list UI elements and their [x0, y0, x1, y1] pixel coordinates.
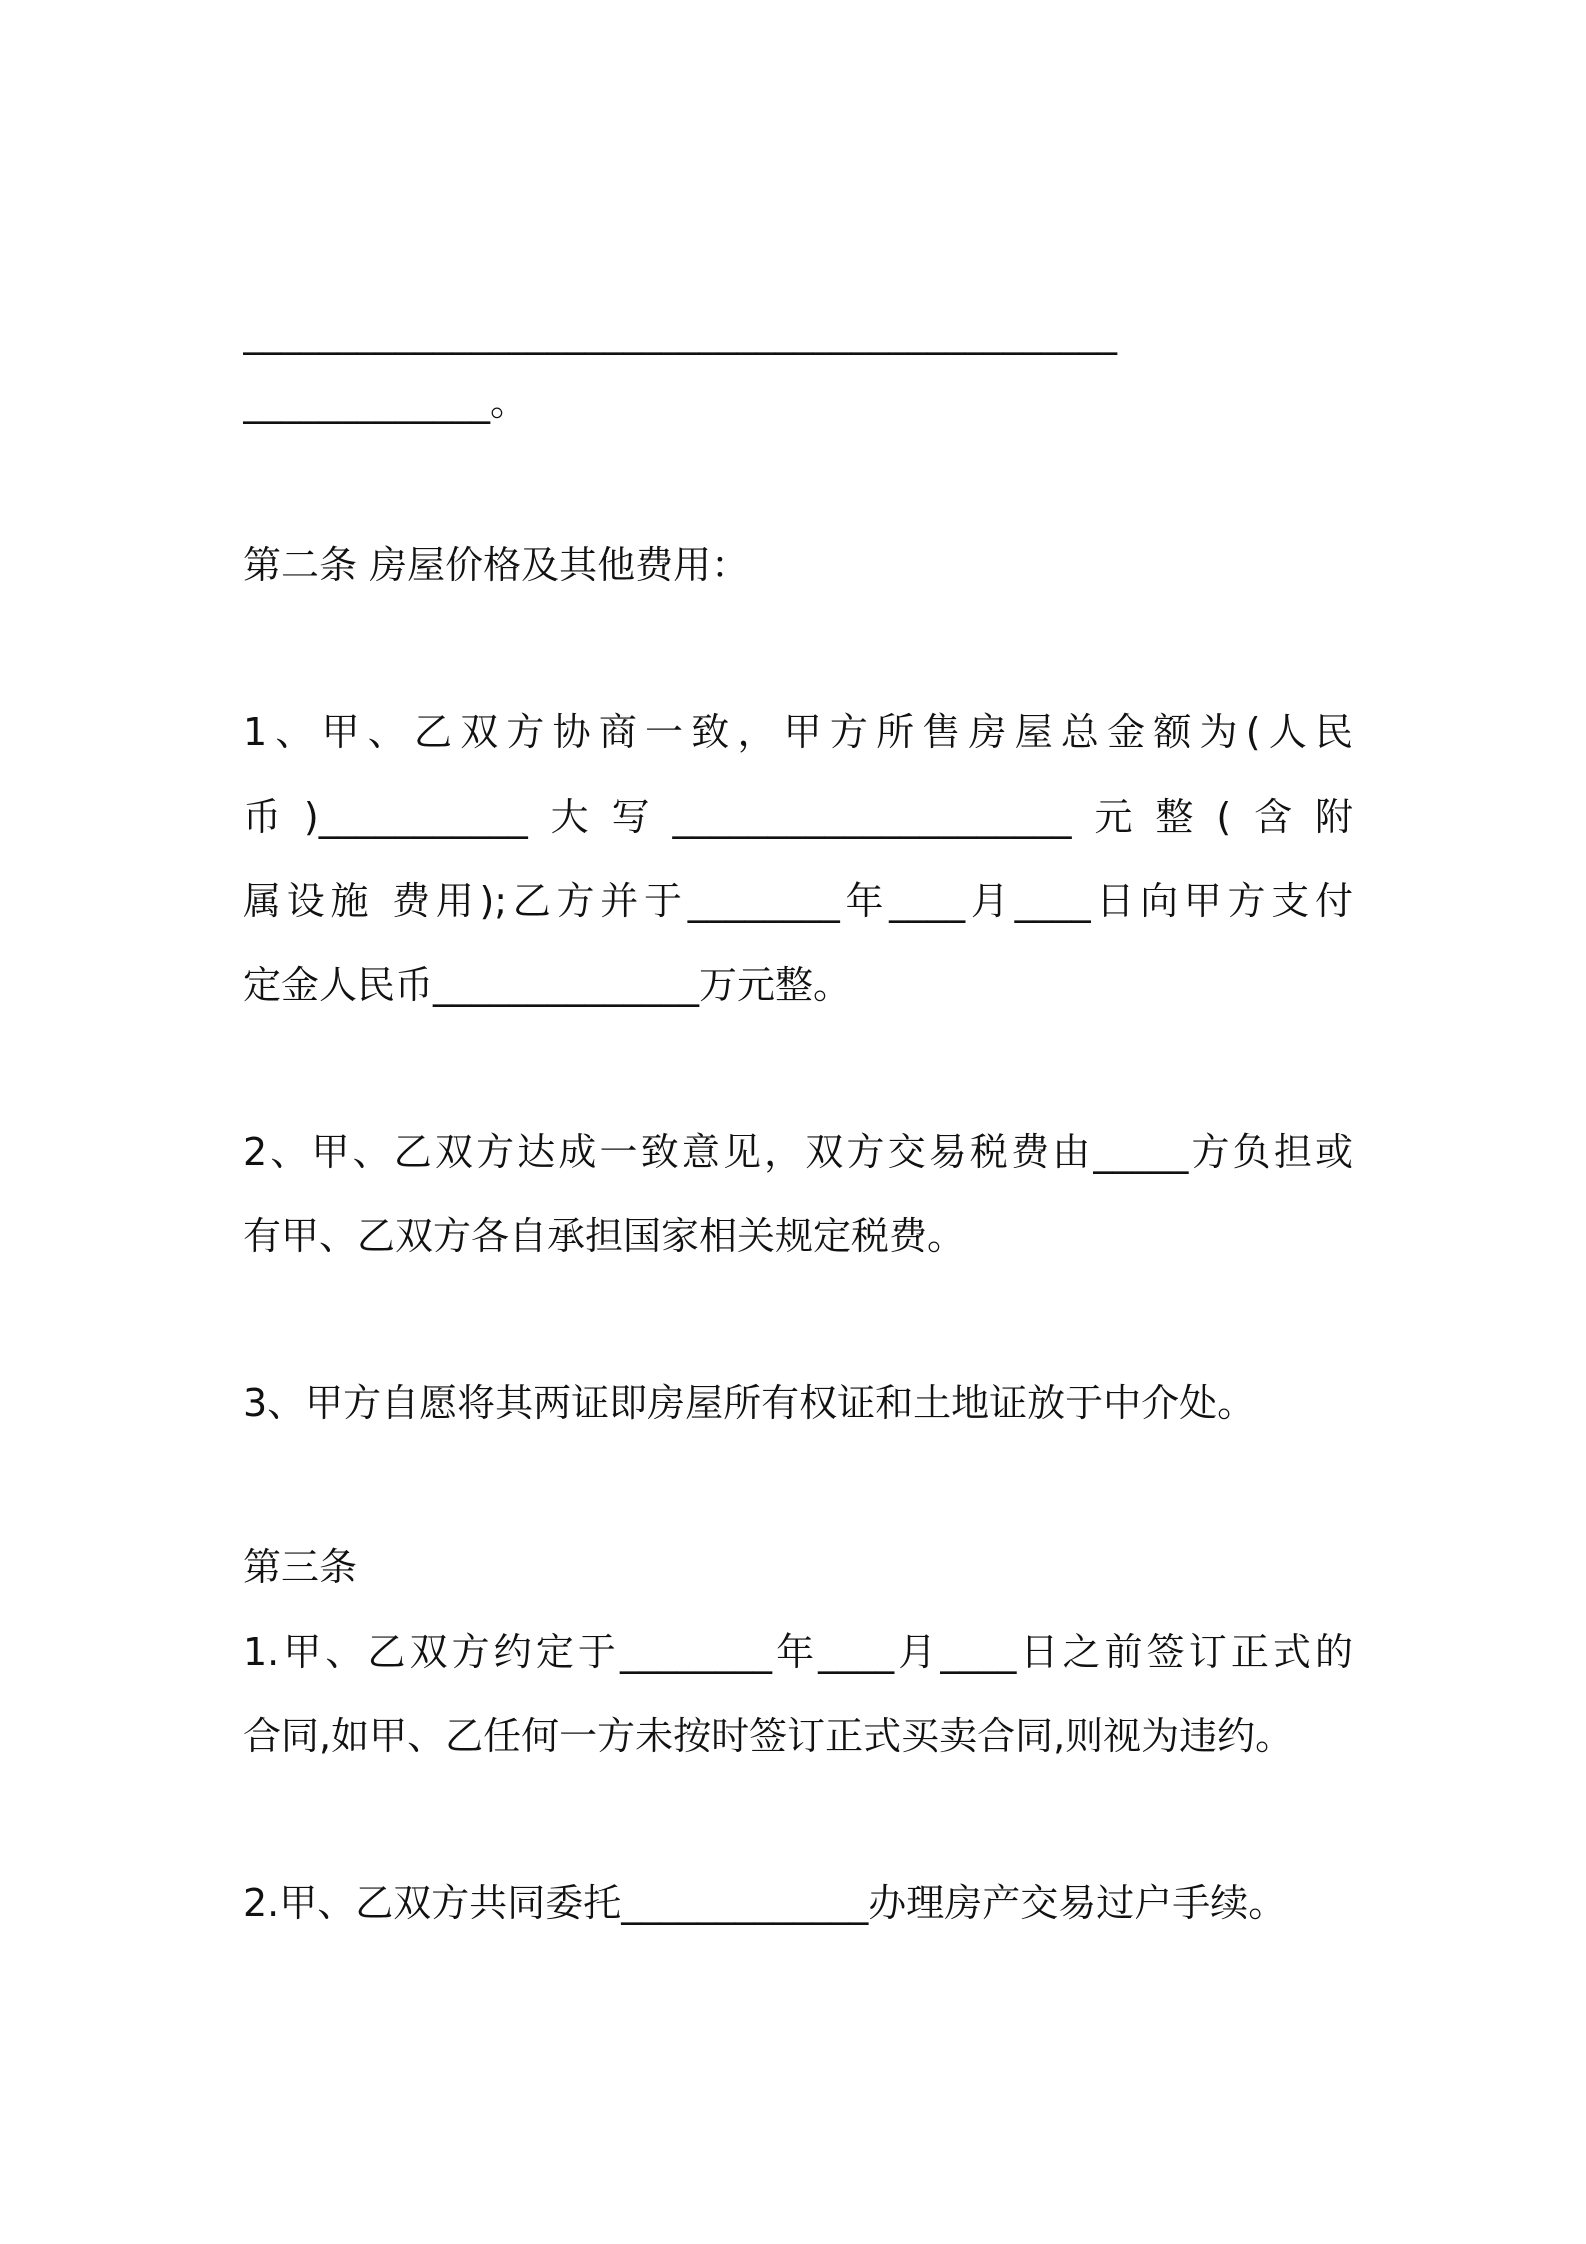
article-2-item-3: 3、甲方自愿将其两证即房屋所有权证和土地证放于中介处。 — [243, 1381, 1256, 1425]
article-2-item-1-line-2: 币)___________大写_____________________元整(含附 — [243, 795, 1353, 839]
article-3-item-1-line-2: 合同,如甲、乙任何一方未按时签订正式买卖合同,则视为违约。 — [243, 1714, 1294, 1758]
article-3-heading: 第三条 — [243, 1545, 358, 1589]
blank-line-2: _____________。 — [243, 380, 529, 424]
article-2-heading: 第二条 房屋价格及其他费用： — [243, 543, 750, 587]
article-2-item-1-line-3: 属设施 费用);乙方并于________年____月____日向甲方支付 — [243, 879, 1353, 923]
article-3-item-2: 2.甲、乙双方共同委托_____________办理房产交易过户手续。 — [243, 1881, 1287, 1925]
blank-line-1: ______________________________________________ — [243, 311, 1117, 355]
article-2-item-2-line-2: 有甲、乙双方各自承担国家相关规定税费。 — [243, 1214, 966, 1258]
article-2-item-1-line-1: 1、甲、乙双方协商一致，甲方所售房屋总金额为(人民 — [243, 710, 1353, 754]
article-3-item-1-line-1: 1.甲、乙双方约定于________年____月____日之前签订正式的 — [243, 1630, 1353, 1674]
article-2-item-2-line-1: 2、甲、乙双方达成一致意见，双方交易税费由_____方负担或 — [243, 1130, 1353, 1174]
article-2-item-1-line-4: 定金人民币______________万元整。 — [243, 963, 852, 1007]
